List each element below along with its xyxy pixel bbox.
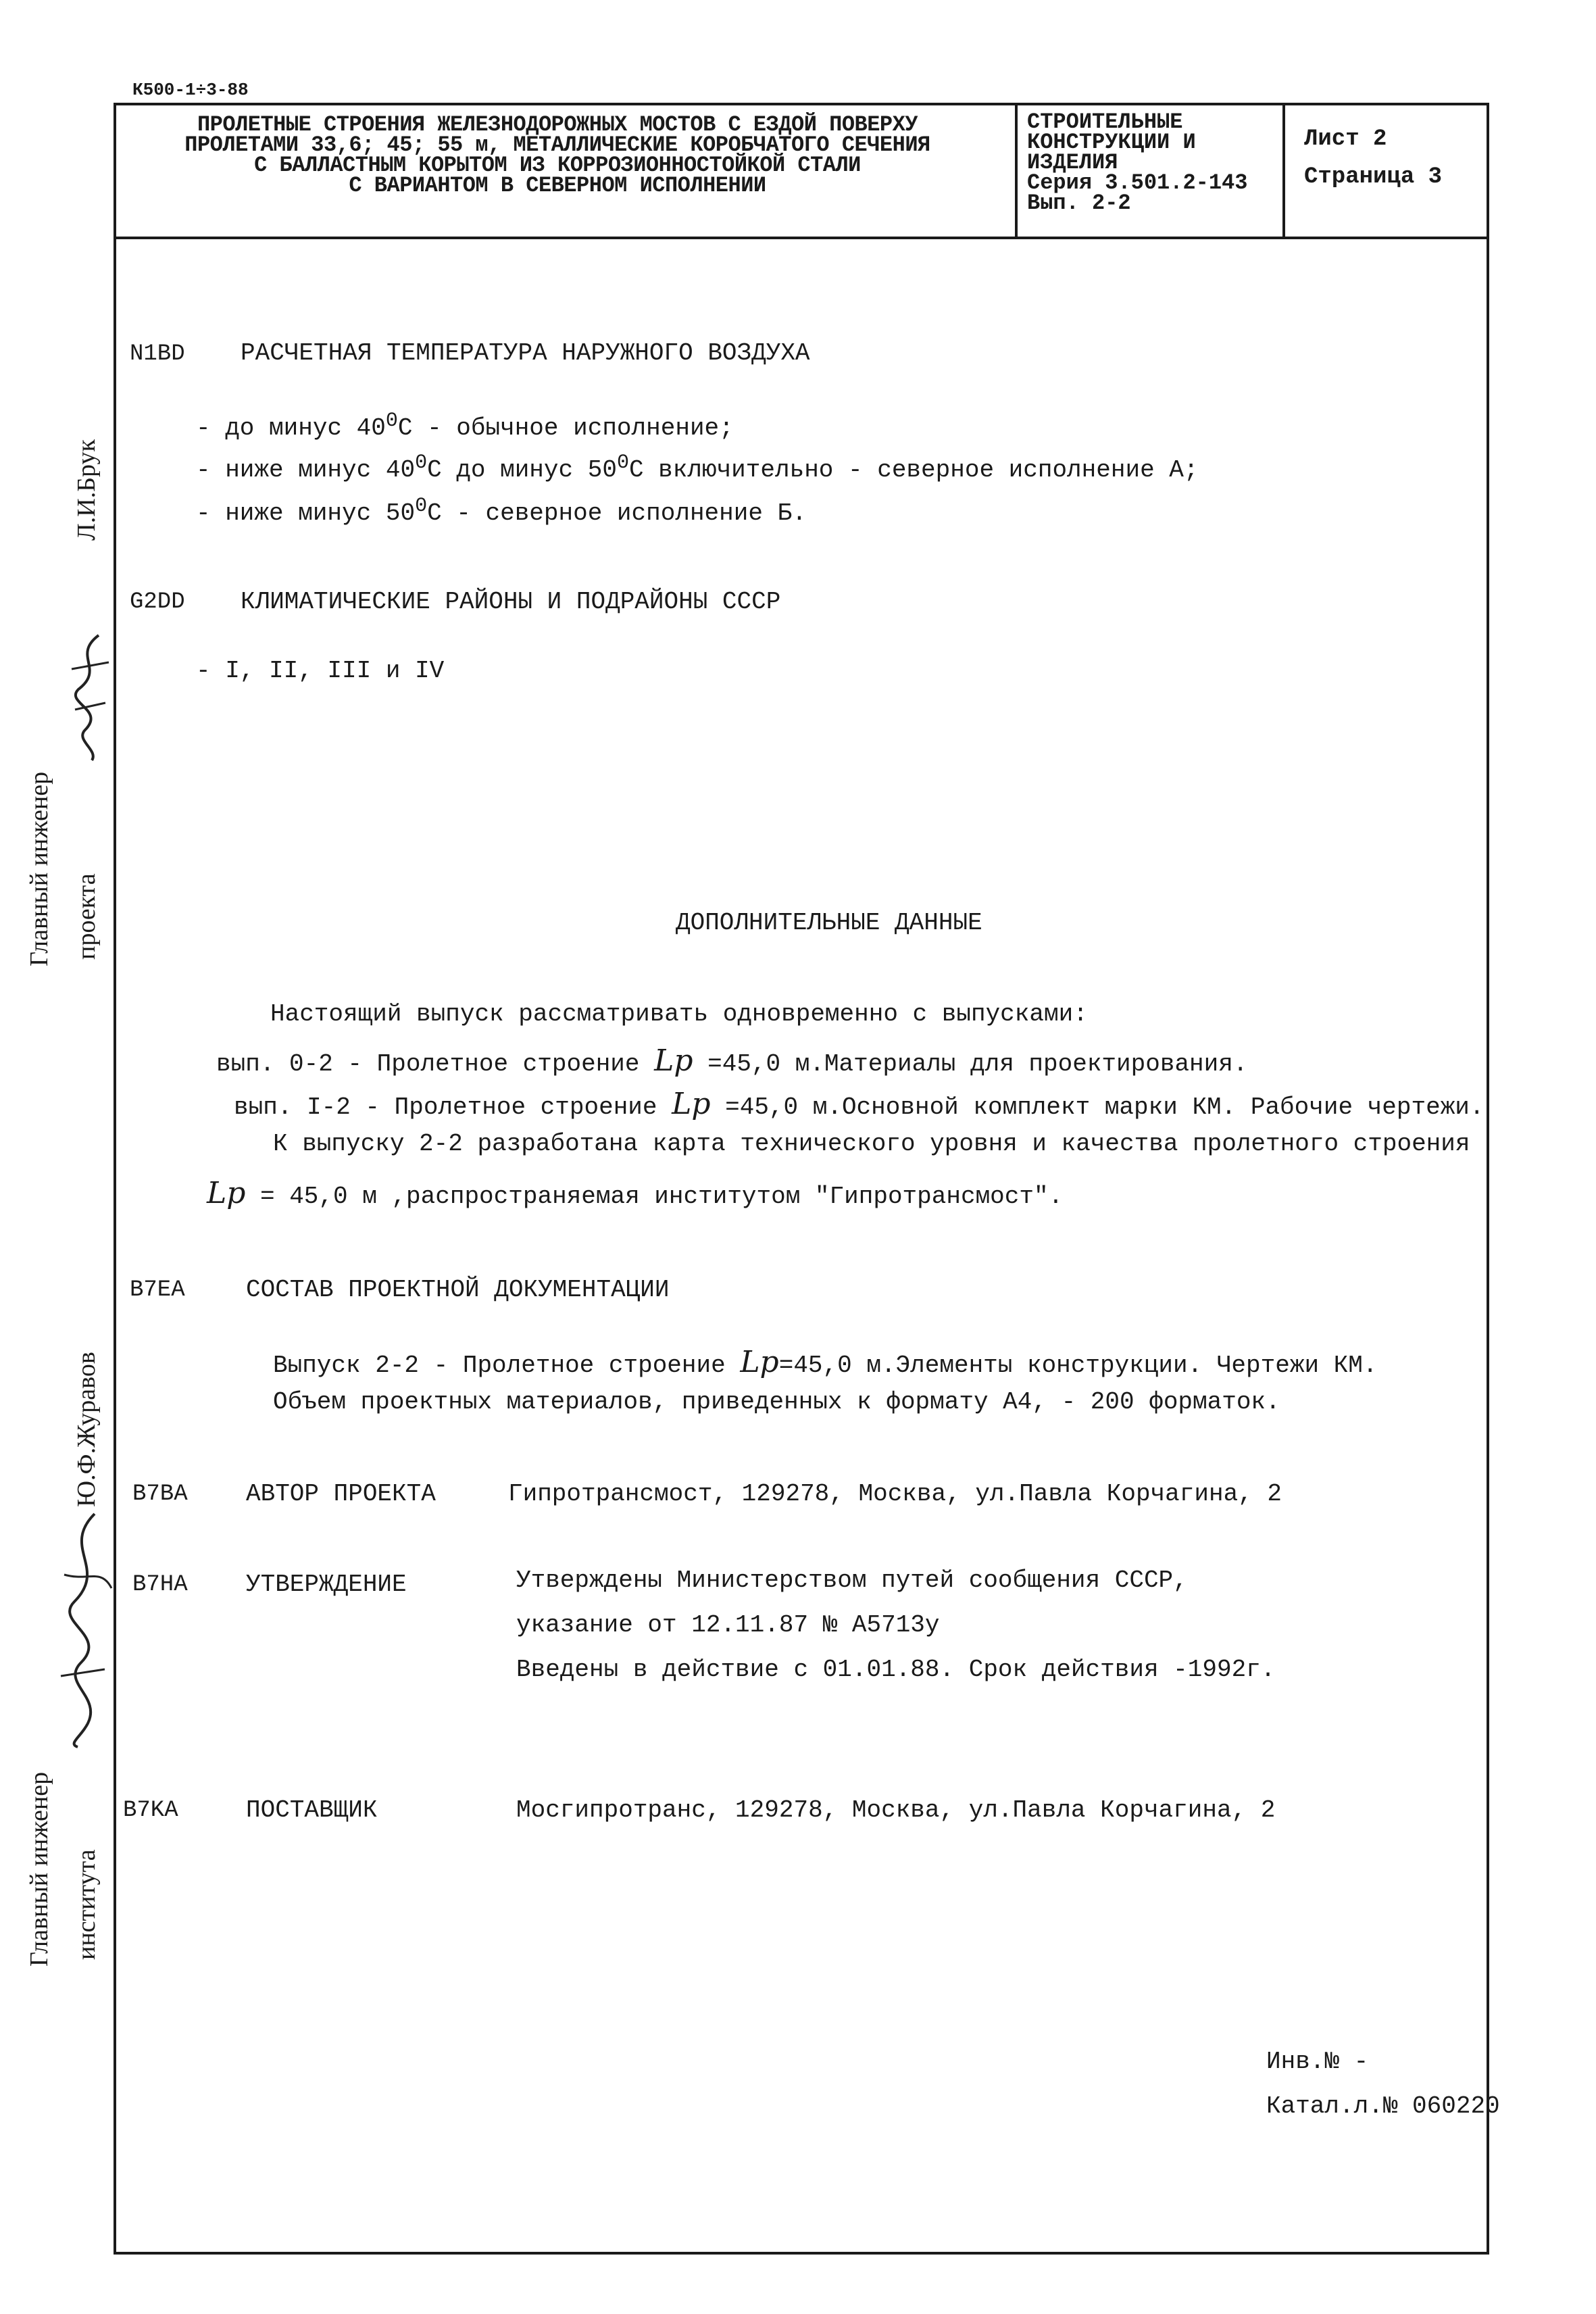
- title-line: С ВАРИАНТОМ В СЕВЕРНОМ ИСПОЛНЕНИИ: [349, 173, 766, 198]
- title-block-divider-left: [1015, 103, 1018, 238]
- approval-line-3: Введены в действие с 01.01.88. Срок действия -1992г.: [516, 1656, 1276, 1683]
- section-title-b7ka: ПОСТАВЩИК: [246, 1796, 378, 1824]
- series-line: СТРОИТЕЛЬНЫЕ: [1027, 109, 1183, 134]
- additional-line-1: вып. 0-2 - Пролетное строение Lр =45,0 м.Материалы для проектирования.: [216, 1043, 1248, 1078]
- section-code-b7ea: B7EA: [130, 1277, 185, 1303]
- section-title-n1bd: РАСЧЕТНАЯ ТЕМПЕРАТУРА НАРУЖНОГО ВОЗДУХА: [241, 339, 810, 367]
- signature-project: [58, 629, 119, 764]
- chief-engineer-institute-label-2: института: [72, 1849, 101, 1960]
- temperature-item: - до минус $40^0С$ - обычное исполнение;: [196, 410, 734, 442]
- documentation-line-1: Выпуск 2-2 - Пролетное строение Lр=45,0 м.Элементы конструкции. Чертежи КМ.: [273, 1345, 1378, 1379]
- section-code-b7ba: B7BA: [132, 1481, 188, 1507]
- section-code-b7ka: B7KA: [123, 1798, 178, 1823]
- sheet-info: [1304, 120, 1442, 196]
- inventory-number: Инв.№ -: [1266, 2048, 1369, 2075]
- series-line: ИЗДЕЛИЯ: [1027, 150, 1118, 175]
- chief-engineer-project-name: Л.И.Брук: [72, 439, 101, 541]
- title-line: ПРОЛЕТАМИ 33,6; 45; 55 м, МЕТАЛЛИЧЕСКИЕ КОРОБЧАТОГО СЕЧЕНИЯ: [184, 132, 930, 157]
- supplier-value: Мосгипротранс, 129278, Москва, ул.Павла Корчагина, 2: [516, 1796, 1276, 1824]
- additional-line-2: вып. I-2 - Пролетное строение Lр =45,0 м.Основной комплект марки КМ. Рабочие чертежи.: [234, 1087, 1485, 1121]
- approval-line-1: Утверждены Министерством путей сообщения СССР,: [516, 1567, 1188, 1594]
- sheet-label: Лист 2: [1304, 126, 1387, 152]
- page-label: Страница 3: [1304, 164, 1443, 190]
- additional-data-title: ДОПОЛНИТЕЛЬНЫЕ ДАННЫЕ: [676, 909, 982, 937]
- document-code: К500-1÷3-88: [132, 80, 249, 100]
- section-code-n1bd: N1BD: [130, 341, 185, 367]
- series-info: [1027, 109, 1248, 216]
- title-line: ПРОЛЕТНЫЕ СТРОЕНИЯ ЖЕЛЕЗНОДОРОЖНЫХ МОСТОВ С ЕЗДОЙ ПОВЕРХУ: [197, 112, 918, 137]
- title-block-divider-right: [1282, 103, 1285, 238]
- additional-intro: Настоящий выпуск рассматривать одновременно с выпусками:: [270, 1000, 1088, 1028]
- section-code-b7ha: B7HA: [132, 1572, 188, 1598]
- title-line: С БАЛЛАСТНЫМ КОРЫТОМ ИЗ КОРРОЗИОННОСТОЙКОЙ СТАЛИ: [254, 153, 861, 178]
- documentation-line-2: Объем проектных материалов, приведенных к формату А4, - 200 форматок.: [273, 1388, 1280, 1416]
- series-number: Серия 3.501.2-143: [1027, 170, 1248, 195]
- chief-engineer-project-label: Главный инженер: [25, 771, 53, 966]
- signature-institute: [47, 1507, 122, 1750]
- section-title-b7ea: СОСТАВ ПРОЕКТНОЙ ДОКУМЕНТАЦИИ: [246, 1276, 670, 1304]
- additional-line-3: К выпуску 2-2 разработана карта технического уровня и качества пролетного строения: [273, 1130, 1470, 1158]
- temperature-item: - ниже минус $50^0С$ - северное исполнение Б.: [196, 495, 807, 527]
- author-value: Гипротрансмост, 129278, Москва, ул.Павла Корчагина, 2: [508, 1480, 1282, 1508]
- temperature-item: - ниже минус $40^0С$ до минус $50^0С$ включительно - северное исполнение А;: [196, 451, 1199, 484]
- chief-engineer-project-label-2: проекта: [72, 873, 101, 960]
- additional-line-4: Lр = 45,0 м ,распространяемая институтом "Гипротрансмост".: [207, 1176, 1064, 1210]
- series-line: КОНСТРУКЦИИ И: [1027, 130, 1196, 155]
- chief-engineer-institute-name: Ю.Ф.Журавов: [72, 1352, 101, 1507]
- issue-number: Вып. 2-2: [1027, 191, 1131, 216]
- approval-line-2: указание от 12.11.87 № А5713у: [516, 1611, 940, 1639]
- chief-engineer-institute-label: Главный инженер: [25, 1771, 53, 1967]
- section-code-g2dd: G2DD: [130, 589, 185, 615]
- section-title-b7ba: АВТОР ПРОЕКТА: [246, 1480, 436, 1508]
- section-title-b7ha: УТВЕРЖДЕНИЕ: [246, 1571, 407, 1598]
- section-title-g2dd: КЛИМАТИЧЕСКИЕ РАЙОНЫ И ПОДРАЙОНЫ СССР: [241, 588, 781, 616]
- document-title: [128, 112, 987, 198]
- climatic-regions-value: - I, II, III и IV: [196, 657, 445, 685]
- catalog-number: Катал.л.№ 060220: [1266, 2092, 1500, 2120]
